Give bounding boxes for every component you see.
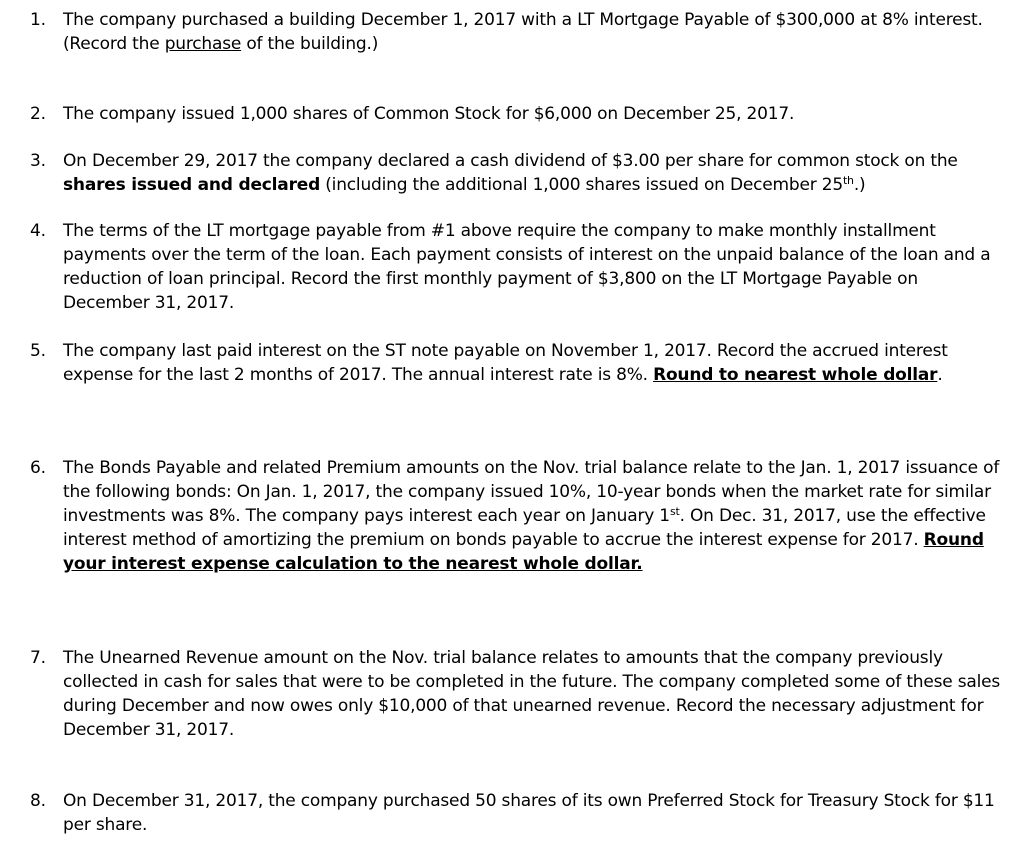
- list-item: [30, 219, 1005, 315]
- emphasis-instruction: Round to nearest whole dollar: [653, 365, 938, 385]
- ordinal-suffix: th: [842, 174, 854, 187]
- item-text-part: The Bonds Payable and related Premium amounts on the Nov. trial balance relate to the Jan. 1, 2017 issuance of the following bonds: On Jan. 1, 2017, the company issued 10%, 10-year bonds when the market rate for similar investments was 8%. The company pays interest each year on January 1: [63, 458, 1000, 526]
- item-number: 6.: [30, 458, 46, 478]
- list-item: [30, 339, 1005, 387]
- item-text-part: of the building.): [241, 34, 379, 54]
- item-number: 2.: [30, 104, 46, 124]
- item-text: [63, 149, 1005, 197]
- item-text: On December 31, 2017, the company purchased 50 shares of its own Preferred Stock for Treasury Stock for $11 per share.: [63, 791, 995, 835]
- item-text-part: (including the additional 1,000 shares issued on December 25: [320, 175, 843, 195]
- item-number: 1.: [30, 10, 46, 30]
- bold-term: shares issued and declared: [63, 175, 321, 195]
- item-text: The company issued 1,000 shares of Common Stock for $6,000 on December 25, 2017.: [63, 104, 795, 124]
- item-number: 8.: [30, 791, 46, 811]
- list-item: [30, 8, 1005, 56]
- list-item: [30, 646, 1005, 742]
- item-number: 7.: [30, 648, 46, 668]
- emphasis-instruction: Round your interest expense calculation to the nearest whole dollar.: [63, 530, 984, 574]
- item-text: [63, 339, 1005, 387]
- item-text: [63, 8, 1005, 56]
- list-item: [30, 102, 1005, 126]
- item-text-part: .): [853, 175, 866, 195]
- list-item: [30, 149, 1005, 197]
- item-text-part: . On Dec. 31, 2017, use the effective interest method of amortizing the premium on bonds payable to accrue the interest expense for 2017.: [63, 506, 986, 550]
- underlined-term: purchase: [164, 34, 242, 54]
- item-text-part: The company last paid interest on the ST note payable on November 1, 2017. Record the accrued interest expense for the last 2 months of 2017. The annual interest rate is 8%.: [63, 341, 948, 385]
- list-item: [30, 789, 1005, 837]
- item-text: [63, 456, 1005, 576]
- item-number: 3.: [30, 151, 46, 171]
- item-text-part: .: [937, 365, 943, 385]
- item-text: The Unearned Revenue amount on the Nov. trial balance relates to amounts that the company previously collected in cash for sales that were to be completed in the future. The company completed some of these sales during December and now owes only $10,000 of that unearned revenue. Record the necessary adjustment for December 31, 2017.: [63, 648, 1001, 740]
- item-text: The terms of the LT mortgage payable from #1 above require the company to make monthly installment payments over the term of the loan. Each payment consists of interest on the unpaid balance of the loan and a reduction of loan principal. Record the first monthly payment of $3,800 on the LT Mortgage Payable on December 31, 2017.: [63, 221, 991, 313]
- item-text-part: The company purchased a building December 1, 2017 with a LT Mortgage Payable of $300,000 at 8% interest. (Record the: [63, 10, 983, 54]
- item-number: 4.: [30, 221, 46, 241]
- list-item: [30, 456, 1005, 576]
- ordinal-suffix: st: [669, 505, 680, 518]
- item-number: 5.: [30, 341, 46, 361]
- item-text-part: On December 29, 2017 the company declared a cash dividend of $3.00 per share for common stock on the: [63, 151, 958, 171]
